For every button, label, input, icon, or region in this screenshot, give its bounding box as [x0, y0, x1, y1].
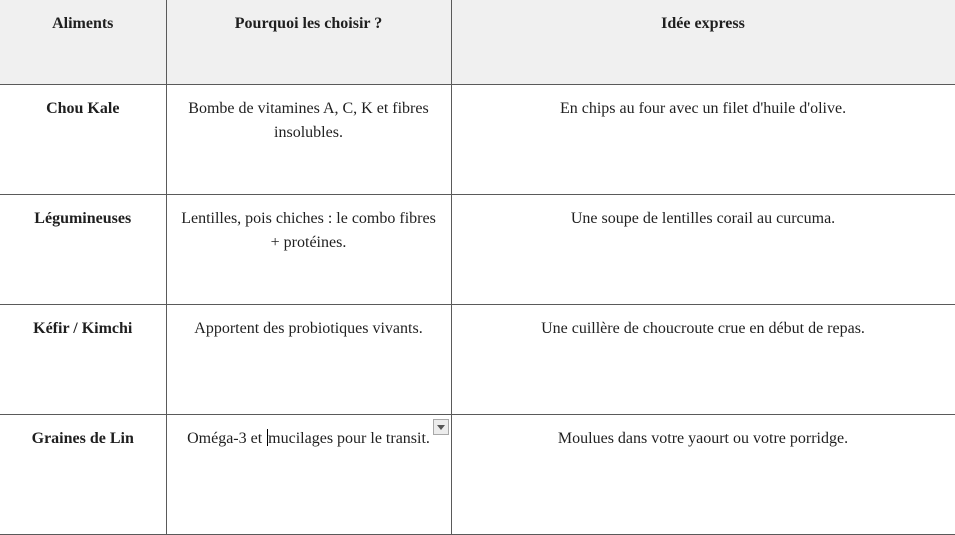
idea-cell[interactable]: Une soupe de lentilles corail au curcuma.	[451, 194, 955, 304]
food-cell[interactable]: Graines de Lin	[0, 414, 166, 534]
header-food[interactable]: Aliments	[0, 0, 166, 84]
reason-cell[interactable]: Apportent des probiotiques vivants.	[166, 304, 451, 414]
chevron-down-icon[interactable]	[433, 419, 449, 435]
reason-text-after-caret: mucilages pour le transit.	[268, 429, 430, 447]
food-cell[interactable]: Chou Kale	[0, 84, 166, 194]
header-row	[0, 0, 955, 84]
idea-cell[interactable]: Une cuillère de choucroute crue en début de repas.	[451, 304, 955, 414]
idea-cell[interactable]: En chips au four avec un filet d'huile d'olive.	[451, 84, 955, 194]
reason-cell[interactable]: Lentilles, pois chiches : le combo fibres + protéines.	[166, 194, 451, 304]
reason-text-before-caret: Oméga-3 et	[187, 429, 267, 447]
header-why[interactable]: Pourquoi les choisir ?	[166, 0, 451, 84]
header-idea[interactable]: Idée express	[451, 0, 955, 84]
table-body	[0, 84, 955, 534]
reason-cell-active[interactable]	[166, 414, 451, 534]
food-cell[interactable]: Kéfir / Kimchi	[0, 304, 166, 414]
reason-cell[interactable]: Bombe de vitamines A, C, K et fibres insolubles.	[166, 84, 451, 194]
table-row	[0, 304, 955, 414]
table-header	[0, 0, 955, 84]
idea-cell[interactable]: Moulues dans votre yaourt ou votre porridge.	[451, 414, 955, 534]
table-row	[0, 84, 955, 194]
food-cell[interactable]: Légumineuses	[0, 194, 166, 304]
table-row	[0, 414, 955, 534]
table-row	[0, 194, 955, 304]
